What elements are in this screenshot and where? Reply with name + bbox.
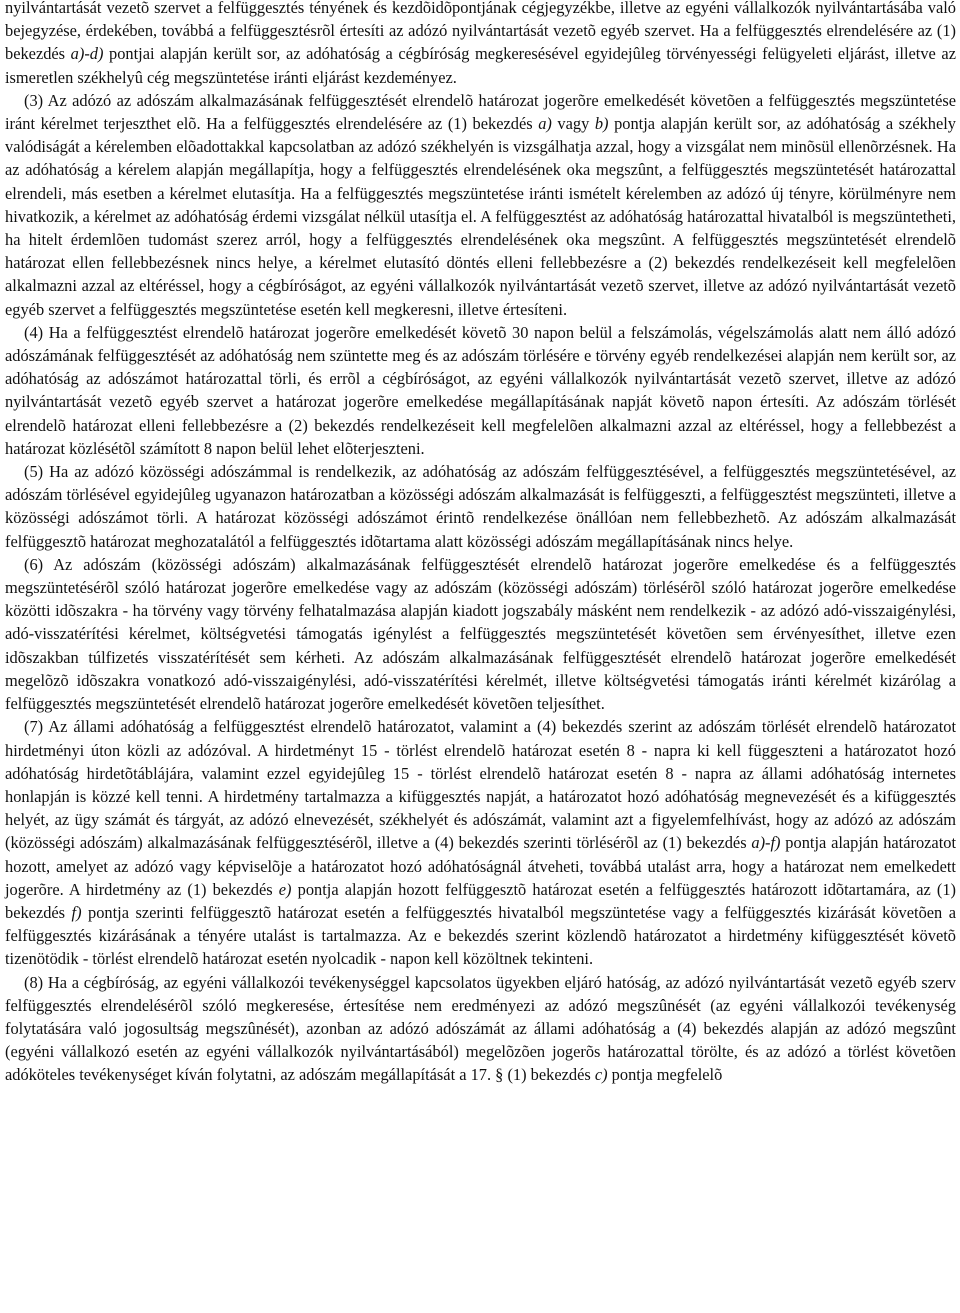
- document-body: [5, 0, 956, 1087]
- text-run: nyilvántartását vezetõ szervet a felfüggesztés tényének és kezdõidõpontjának cégjegyzékbe, illetve az egyéni vállalkozók nyilvántartásába való bejegyzése, érdekében, továbbá a felfüggesztésrõl értesíti az adózó nyilvántartását vezetõ egyéb szervet. Ha a felfüggesztés elrendelésére az (1) bekezdés: [5, 0, 956, 64]
- paragraph-6: [5, 553, 956, 715]
- italic-reference: a)-d): [70, 44, 104, 64]
- text-run: (8) Ha a cégbíróság, az egyéni vállalkozói tevékenységgel kapcsolatos ügyekben eljáró hatóság, az adózó nyilvántartását vezetõ egyéb szerv felfüggesztés elrendelésérõl szóló megkeresése, értesítése nem eredményezi az adózó megszûnését (az egyéni vállalkozói tevékenység folytatására való jogosultság megszûnését), azonban az adózó adószámát az állami adóhatóság a (4) bekezdés alapján az adózó megszûnt (egyéni vállalkozó esetén az egyéni vállalkozók nyilvántartásából) megelõzõen jogerõs határozattal törölte, és az adózó a törlést követõen adóköteles tevékenységet kíván folytatni, az adószám megállapítását a 17. § (1) bekezdés: [5, 972, 956, 1085]
- text-run: pontja alapján került sor, az adóhatóság a székhely valódiságát a kérelemben elõadottakkal kapcsolatban az adózó székhelyén is vizsgálhatja azzal, hogy a vizsgálat nem minõsül ellenõrzésnek. Ha az adóhatóság a kérelem alapján megállapítja, hogy a felfüggesztés elrendelésének oka megszûnt, a felfüggesztés megszüntetését határozattal elrendeli, más esetben a kérelmet elutasítja. Ha a felfüggesztés megszüntetése iránti ismételt kérelemben az adózó új tényre, körülményre nem hivatkozik, a kérelmet az adóhatóság érdemi vizsgálat nélkül utasítja el. A felfüggesztést az adóhatóság határozattal hivatalból is megszüntetheti, ha hitelt érdemlõen tudomást szerez arról, hogy a felfüggesztés elrendelésének oka megszûnt. A felfüggesztés megszüntetését elrendelõ határozat ellen fellebbezésnek nincs helye, a kérelmet elutasító döntés elleni fellebbezésre a (2) bekezdés rendelkezéseit kell megfelelõen alkalmazni azzal az eltéréssel, hogy a cégbíróságot, az egyéni vállalkozók nyilvántartását vezetõ szervet, illetve az adózó nyilvántartását vezetõ egyéb szervet a felfüggesztés megszüntetése esetén kell megkeresni, illetve értesíteni.: [5, 114, 957, 319]
- text-run: pontja alapján hozott felfüggesztõ határozat esetén a felfüggesztés határozott idõtartamára, az (1) bekezdés: [5, 879, 956, 922]
- text-run: pontja szerinti felfüggesztõ határozat esetén a felfüggesztés hivatalból megszüntetése vagy a felfüggesztés kizárását követõen a felfüggesztés kizárásának a tényére utalást is tartalmazza. Az e bekezdés szerint közlendõ határozatot a hirdetmény kifüggesztését követõ tizenötödik - törlést elrendelõ határozat esetén nyolcadik - napon kell közöltnek tekinteni.: [5, 902, 956, 969]
- text-run: pontjai alapján került sor, az adóhatóság a cégbíróság megkeresésével egyidejûleg törvényességi felügyeleti eljárást, illetve az ismeretlen székhelyû cég megszüntetése iránti eljárást kezdeményez.: [5, 44, 956, 87]
- text-run: pontja alapján határozatot hozott, amelyet az adózó vagy képviselõje a határozatot hozó adóhatóságnál átveheti, továbbá utalást arra, hogy a határozat nem emelkedett jogerõre. A hirdetmény az (1) bekezdés: [5, 833, 956, 899]
- text-run: (4) Ha a felfüggesztést elrendelõ határozat jogerõre emelkedését követõ 30 napon belül a felszámolás, végelszámolás alatt nem álló adózó adószámának felfüggesztését az adóhatóság nem szüntette meg és az adószám törlésére e törvény egyéb rendelkezései alapján nem került sor, az adóhatóság az adószámot határozattal törli, és errõl a cégbíróságot, az egyéni vállalkozók nyilvántartását vezetõ szervet, illetve az adózó nyilvántartását vezetõ egyéb szervet a határozat jogerõre emelkedése megállapításának napját követõ napon értesíti. Az adószám törlését elrendelõ határozat elleni fellebbezésre a (2) bekezdés rendelkezéseit kell megfelelõen alkalmazni azzal az eltéréssel, hogy a fellebbezést a határozat közlésétõl számított 8 napon belül lehet elõterjeszteni.: [5, 322, 956, 458]
- italic-reference: a)-f): [751, 833, 781, 853]
- text-run: (7) Az állami adóhatóság a felfüggesztést elrendelõ határozatot, valamint a (4) bekezdés szerint az adószám törlését elrendelõ határozatot hirdetményi úton közli az adózóval. A hirdetményt 15 - törlést elrendelõ határozat esetén 8 - napra ki kell függeszteni a határozatot hozó adóhatóság hirdetõtáblájára, valamint ezzel egyidejûleg 15 - törlést elrendelõ határozat esetén 8 - napra az állami adóhatóság internetes honlapján is közzé kell tenni. A hirdetmény tartalmazza a kifüggesztés napját, a határozatot hozó adóhatóság megnevezését és a kifüggesztés helyét, az ügy számát és tárgyát, az adózó elnevezését, székhelyét és adószámát, valamint azt a figyelemfelhívást, hogy az adózó az adószám (közösségi adószám) alkalmazásának felfüggesztésérõl, illetve a (4) bekezdés szerinti törlésérõl az (1) bekezdés: [5, 717, 956, 853]
- paragraph-8: [5, 971, 956, 1087]
- text-run: (5) Ha az adózó közösségi adószámmal is rendelkezik, az adóhatóság az adószám felfüggesztésével, a felfüggesztés megszüntetésével, az adószám törlésével egyidejûleg ugyanazon határozatban a közösségi adószám alkalmazását is felfüggeszti, a felfüggesztést megszünteti, illetve a közösségi adószámot törli. A határozat közösségi adószámot érintõ rendelkezése önállóan nem fellebbezhetõ. Az adószám alkalmazását felfüggesztõ határozat meghozatalától a felfüggesztés idõtartama alatt közösségi adószám megállapításának nincs helye.: [5, 462, 956, 551]
- paragraph-3: [5, 89, 956, 321]
- text-run: vagy: [551, 114, 595, 134]
- italic-reference: c): [594, 1065, 608, 1085]
- text-run: (6) Az adószám (közösségi adószám) alkalmazásának felfüggesztését elrendelõ határozat jogerõre emelkedése és a felfüggesztés megszüntetésérõl szóló határozat jogerõre emelkedése vagy az adószám (közösségi adószám) törlésérõl szóló határozat jogerõre emelkedése közötti idõszakra - ha törvény vagy törvény felhatalmazása alapján kiadott jogszabály másként nem rendelkezik - az adózó adó-visszaigénylési, adó-visszatérítési kérelmet, költségvetési támogatás igénylést a felfüggesztés megszüntetését követõen sem érvényesíthet, illetve ezen idõszakban túlfizetés visszatérítését sem kérheti. Az adószám alkalmazásának felfüggesztését elrendelõ határozat jogerõre emelkedését megelõzõ idõszakra vonatkozó adó-visszaigénylési, adó-visszatérítési kérelmét, illetve költségvetési támogatás iránti kérelmét kizárólag a felfüggesztés megszüntetését elrendelõ határozat jogerõre emelkedését követõen teljesíthet.: [5, 554, 956, 714]
- paragraph-4: [5, 321, 956, 460]
- text-run: (3) Az adózó az adószám alkalmazásának felfüggesztését elrendelõ határozat jogerõre emelkedését követõen a felfüggesztés megszüntetése iránt kérelmet terjeszthet elõ. Ha a felfüggesztés elrendelésére az (1) bekezdés: [5, 90, 956, 134]
- paragraph-continuation: [5, 0, 956, 89]
- text-run: pontja megfelelõ: [607, 1065, 723, 1085]
- italic-reference: a): [538, 114, 552, 134]
- italic-reference: e): [278, 879, 292, 899]
- italic-reference: b): [594, 114, 609, 134]
- paragraph-7: [5, 715, 956, 970]
- italic-reference: f): [71, 902, 82, 922]
- paragraph-5: [5, 460, 956, 553]
